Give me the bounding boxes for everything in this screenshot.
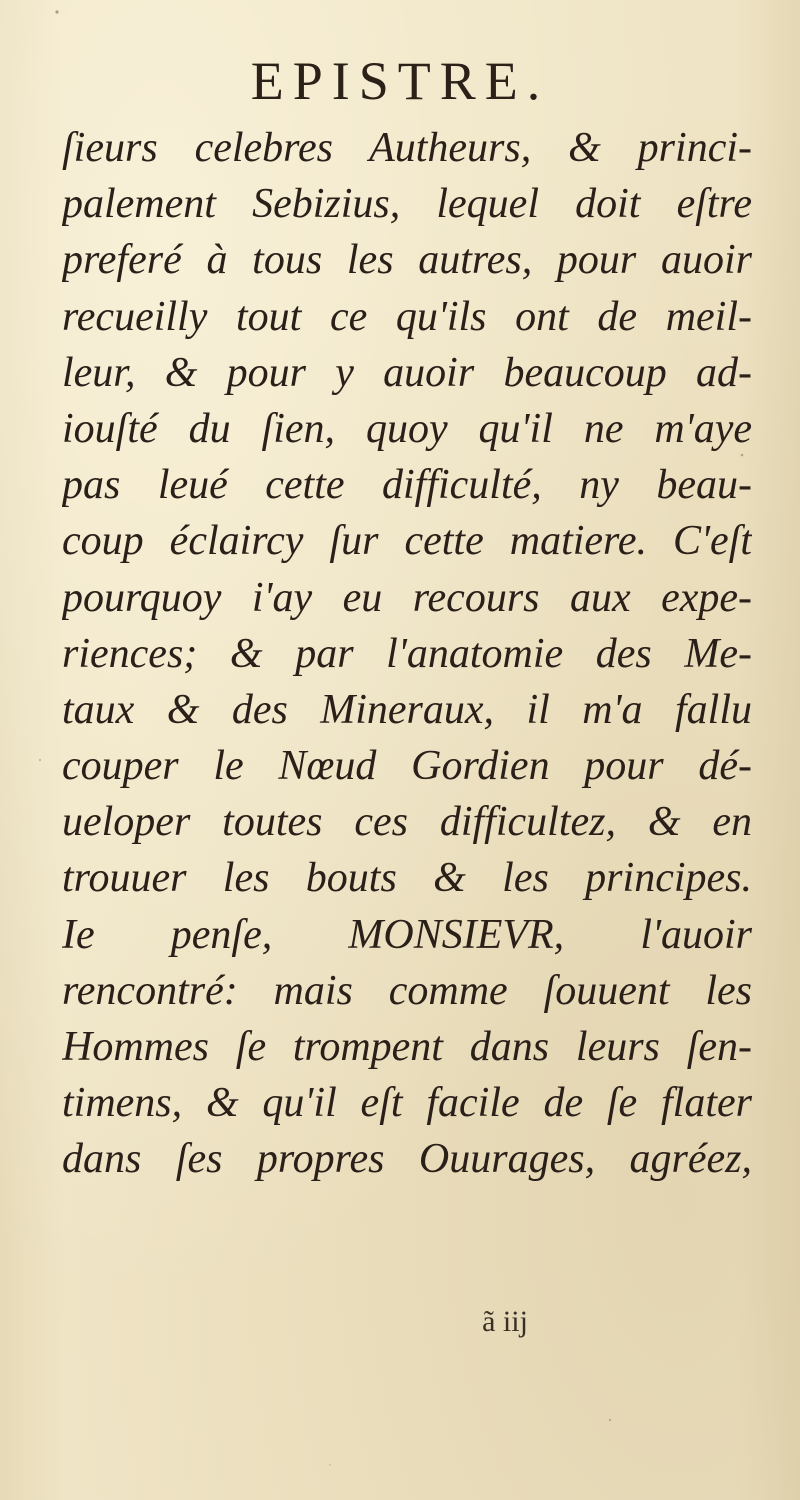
signature-mark: ã iij <box>482 1305 528 1338</box>
text-line: iouſté du ſien, quoy qu'il ne m'aye <box>62 405 752 452</box>
text-line: riences; & par l'anatomie des Me- <box>62 630 752 677</box>
text-line: ueloper toutes ces difficultez, & en <box>62 799 752 846</box>
text-line: pas leué cette difficulté, ny beau- <box>62 462 752 509</box>
text-line: dans ſes propres Ouurages, agréez, <box>62 1136 752 1183</box>
body-text <box>62 120 752 1188</box>
text-line: leur, & pour y auoir beaucoup ad- <box>62 349 752 396</box>
text-line: Ie penſe, MONSIEVR, l'auoir <box>62 911 752 958</box>
text-line: trouuer les bouts & les principes. <box>62 855 752 902</box>
text-line: couper le Nœud Gordien pour dé- <box>62 743 752 790</box>
text-line: pourquoy i'ay eu recours aux expe- <box>62 574 752 621</box>
text-line: coup éclaircy ſur cette matiere. C'eſt <box>62 518 752 565</box>
text-line: timens, & qu'il eſt facile de ſe flater <box>62 1080 752 1127</box>
text-line: rencontré: mais comme ſouuent les <box>62 967 752 1014</box>
text-line: preferé à tous les autres, pour auoir <box>62 237 752 284</box>
text-line: ſieurs celebres Autheurs, & princi- <box>62 125 752 171</box>
text-line: recueilly tout ce qu'ils ont de meil- <box>62 293 752 340</box>
text-line: palement Sebizius, lequel doit eſtre <box>62 181 752 228</box>
text-line: Hommes ſe trompent dans leurs ſen- <box>62 1024 752 1070</box>
text-line: taux & des Mineraux, il m'a fallu <box>62 686 752 733</box>
running-head: EPISTRE. <box>250 51 550 111</box>
